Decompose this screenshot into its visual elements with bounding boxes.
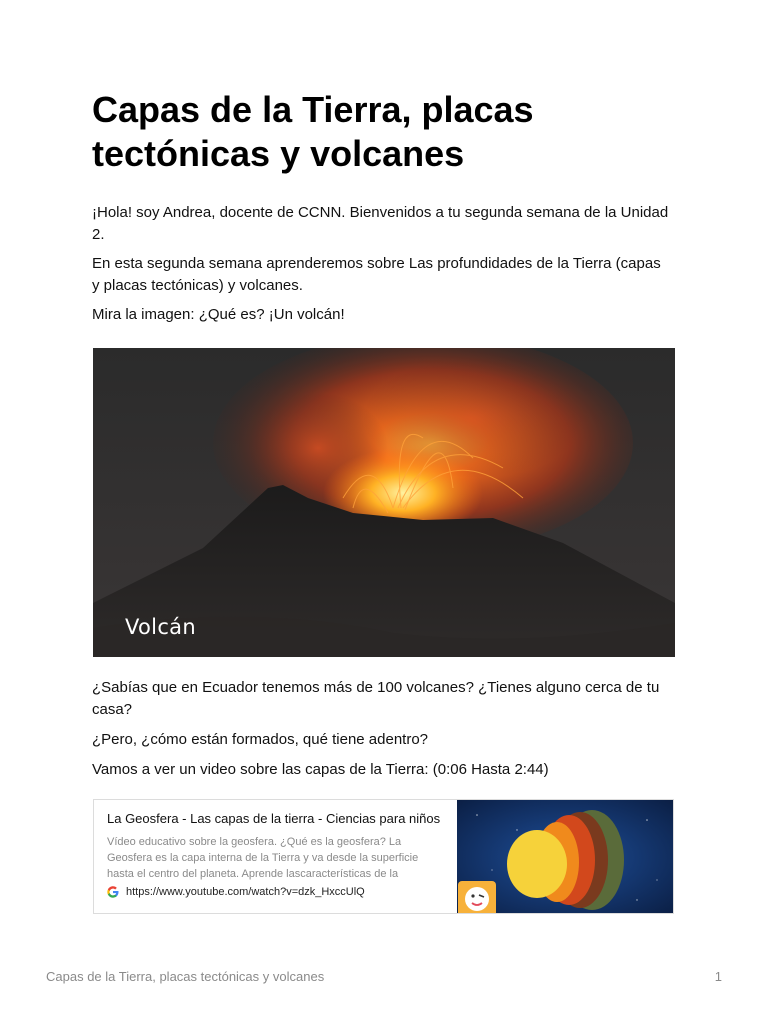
page-number: 1 — [714, 969, 722, 984]
link-card-text — [94, 800, 457, 913]
intro-paragraph-2: En esta segunda semana aprenderemos sobre Las profundidades de la Tierra (capas y placas tectónicas) y volcanes. — [92, 255, 661, 294]
link-card-url[interactable]: https://www.youtube.com/watch?v=dzk_HxccUlQ — [126, 886, 365, 898]
google-icon — [107, 886, 119, 898]
footer-title: Capas de la Tierra, placas tectónicas y volcanes — [46, 969, 325, 984]
volcano-image — [93, 348, 675, 657]
document-title: Capas de la Tierra, placas tectónicas y volcanes — [92, 89, 534, 174]
body-paragraph-3: Vamos a ver un video sobre las capas de la Tierra: (0:06 Hasta 2:44) — [92, 761, 549, 778]
video-link-card[interactable] — [93, 799, 674, 914]
volcano-photo — [93, 348, 675, 657]
link-card-url-row[interactable] — [107, 886, 365, 898]
body-paragraph-2: ¿Pero, ¿cómo están formados, qué tiene adentro? — [92, 731, 429, 748]
link-card-thumbnail[interactable] — [457, 800, 673, 914]
link-card-title[interactable]: La Geosfera - Las capas de la tierra - Ciencias para niños — [107, 811, 441, 826]
image-caption: Volcán — [125, 615, 196, 639]
link-card-description: Vídeo educativo sobre la geosfera. ¿Qué es la geosfera? La Geosfera es la capa interna de la Tierra y va desde la superficie hasta el centro del planeta. Aprende lascaracterísticas de la — [107, 836, 419, 880]
intro-paragraph-1: ¡Hola! soy Andrea, docente de CCNN. Bienvenidos a tu segunda semana de la Unidad 2. — [92, 204, 669, 243]
body-paragraph-1: ¿Sabías que en Ecuador tenemos más de 100 volcanes? ¿Tienes alguno cerca de tu casa? — [92, 679, 660, 718]
channel-logo-icon — [458, 881, 496, 914]
intro-paragraph-3: Mira la imagen: ¿Qué es? ¡Un volcán! — [92, 306, 345, 323]
